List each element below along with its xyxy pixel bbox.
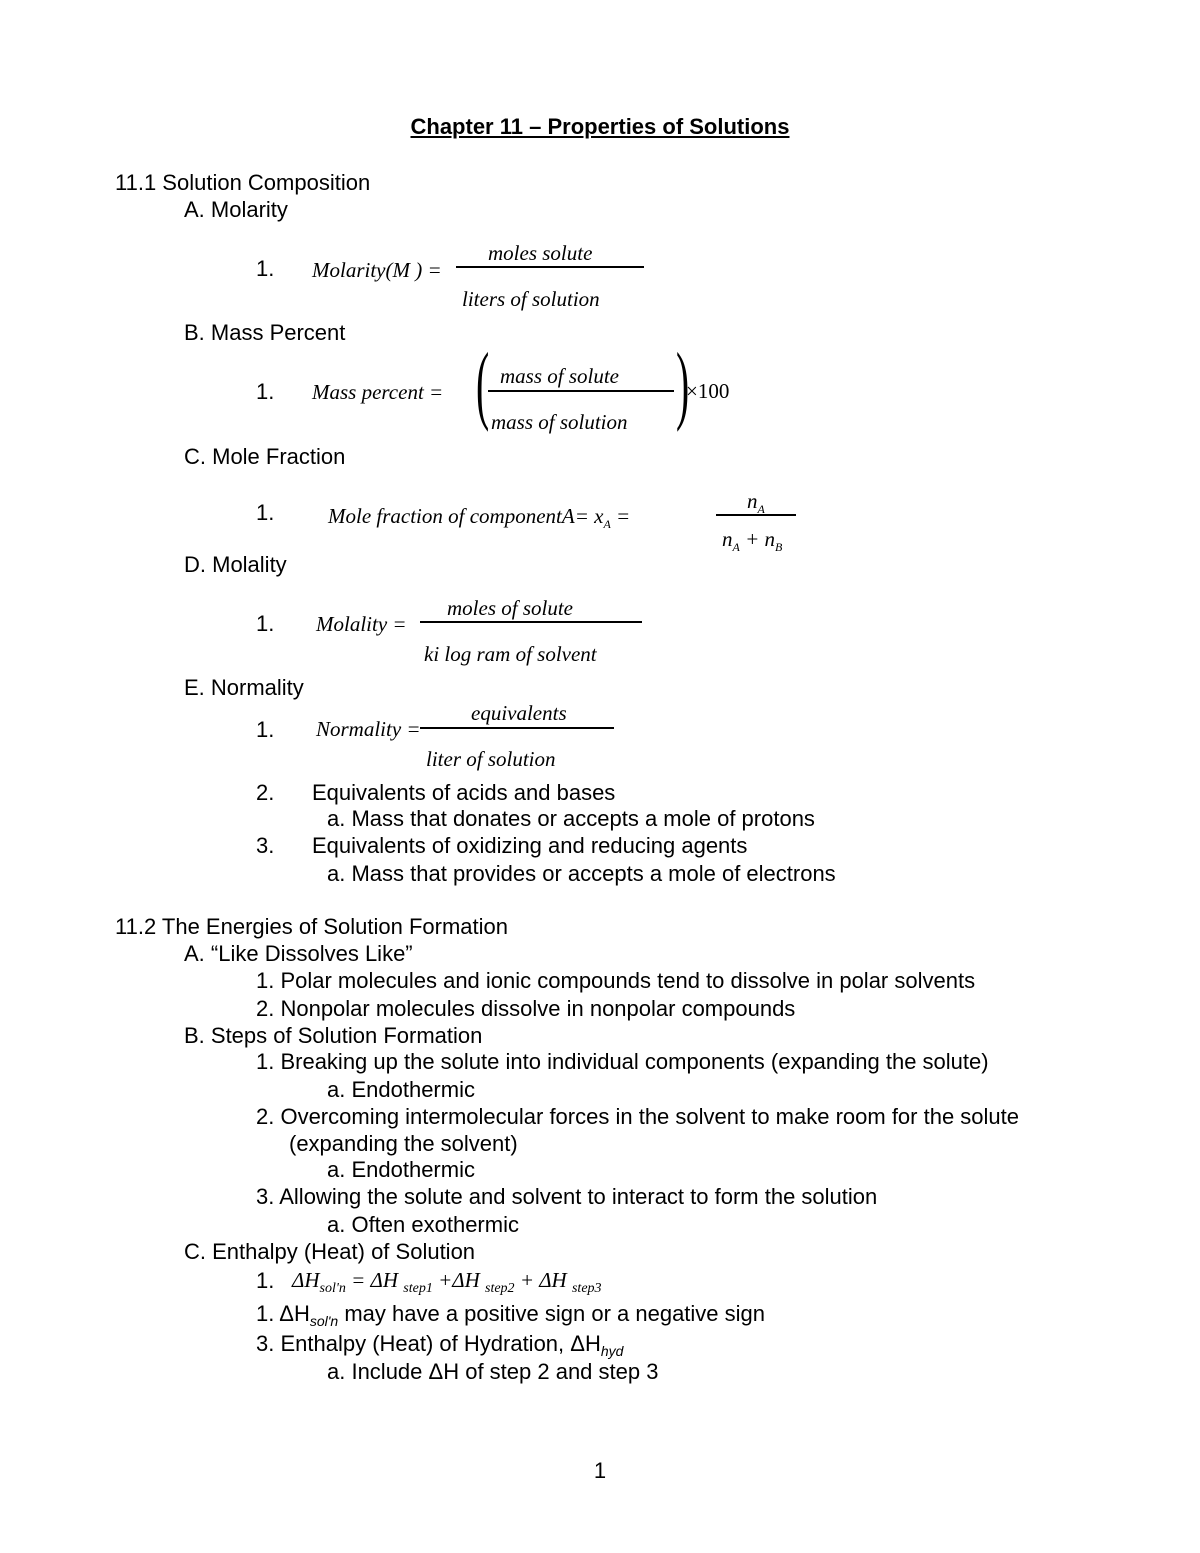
- molality-numerator: moles of solute: [447, 596, 573, 620]
- molarity-denominator: liters of solution: [462, 287, 600, 311]
- section-heading-11-2: 11.2 The Energies of Solution Formation: [115, 914, 508, 939]
- fraction-bar: [456, 266, 644, 268]
- list-item: a. Endothermic: [327, 1077, 475, 1102]
- subheading-enthalpy: C. Enthalpy (Heat) of Solution: [184, 1239, 476, 1264]
- molarity-numerator: moles solute: [488, 241, 593, 265]
- list-item: 3. Enthalpy (Heat) of Hydration, $\Delta H_{hyd}$: [256, 1331, 624, 1359]
- subheading-like-dissolves-like: A. “Like Dissolves Like”: [184, 941, 413, 966]
- times-100: ×100: [686, 379, 730, 403]
- enthalpy-equation: $\Delta H_{sol'n} = \Delta H$ $_{step1}$ +ΔH $_{step2}$ + ΔH $_{step3}$: [292, 1268, 602, 1296]
- list-item: 1. Breaking up the solute into individual components (expanding the solute): [256, 1049, 989, 1074]
- molality-lhs: Molality =: [316, 612, 407, 636]
- right-paren: ): [676, 336, 690, 433]
- molarity-lhs: Molarity(M ) =: [312, 258, 442, 282]
- item-number: 3.: [256, 833, 275, 858]
- item-number: 1.: [256, 611, 275, 636]
- equivalents-redox: Equivalents of oxidizing and reducing agents: [312, 833, 748, 858]
- normality-numerator: equivalents: [471, 701, 567, 725]
- equivalents-acids-bases-a: a. Mass that donates or accepts a mole of protons: [327, 806, 815, 831]
- subheading-steps: B. Steps of Solution Formation: [184, 1023, 483, 1048]
- mass-percent-numerator: mass of solute: [500, 364, 620, 388]
- fraction-bar: [488, 390, 674, 392]
- mole-fraction-numerator: $n_A$: [747, 489, 765, 516]
- list-item: a. Often exothermic: [327, 1212, 519, 1237]
- subheading-mass-percent: B. Mass Percent: [184, 320, 346, 345]
- item-number: 1.: [256, 256, 275, 281]
- left-paren: (: [476, 336, 490, 433]
- page-number: 1: [593, 1458, 607, 1483]
- mass-percent-lhs: Mass percent =: [312, 380, 444, 404]
- list-item: 1. Polar molecules and ionic compounds tend to dissolve in polar solvents: [256, 968, 976, 993]
- mass-percent-denominator: mass of solution: [491, 410, 628, 434]
- list-item: 2. Nonpolar molecules dissolve in nonpolar compounds: [256, 996, 796, 1021]
- subheading-mole-fraction: C. Mole Fraction: [184, 444, 346, 469]
- subheading-molality: D. Molality: [184, 552, 287, 577]
- list-item: 3. Allowing the solute and solvent to interact to form the solution: [256, 1184, 878, 1209]
- item-number: 1.: [256, 500, 275, 525]
- item-number: 2.: [256, 780, 275, 805]
- list-item-continued: (expanding the solvent): [289, 1131, 518, 1156]
- equivalents-acids-bases: Equivalents of acids and bases: [312, 780, 616, 805]
- normality-denominator: liter of solution: [426, 747, 556, 771]
- item-number: 1.: [256, 717, 275, 742]
- mole-fraction-lhs: Mole fraction of componentA= $x_A$ =: [328, 504, 631, 531]
- subheading-molarity: A. Molarity: [184, 197, 288, 222]
- item-number: 1.: [256, 379, 275, 404]
- fraction-bar: [420, 727, 614, 729]
- equivalents-redox-a: a. Mass that provides or accepts a mole of electrons: [327, 861, 836, 886]
- page-title: Chapter 11 – Properties of Solutions: [410, 114, 790, 139]
- fraction-bar: [420, 621, 642, 623]
- normality-lhs: Normality =: [316, 717, 421, 741]
- list-item: 2. Overcoming intermolecular forces in the solvent to make room for the solute: [256, 1104, 1020, 1129]
- list-item: 1. $\Delta H_{sol'n}$ may have a positive sign or a negative sign: [256, 1301, 766, 1329]
- section-heading-11-1: 11.1 Solution Composition: [115, 170, 371, 195]
- molality-denominator: ki log ram of solvent: [424, 642, 597, 666]
- fraction-bar: [716, 514, 796, 516]
- list-item: a. Endothermic: [327, 1157, 475, 1182]
- list-item: a. Include ΔH of step 2 and step 3: [327, 1359, 659, 1384]
- subheading-normality: E. Normality: [184, 675, 304, 700]
- mole-fraction-denominator: $n_A + n_B$: [722, 527, 783, 554]
- item-number: 1.: [256, 1268, 275, 1293]
